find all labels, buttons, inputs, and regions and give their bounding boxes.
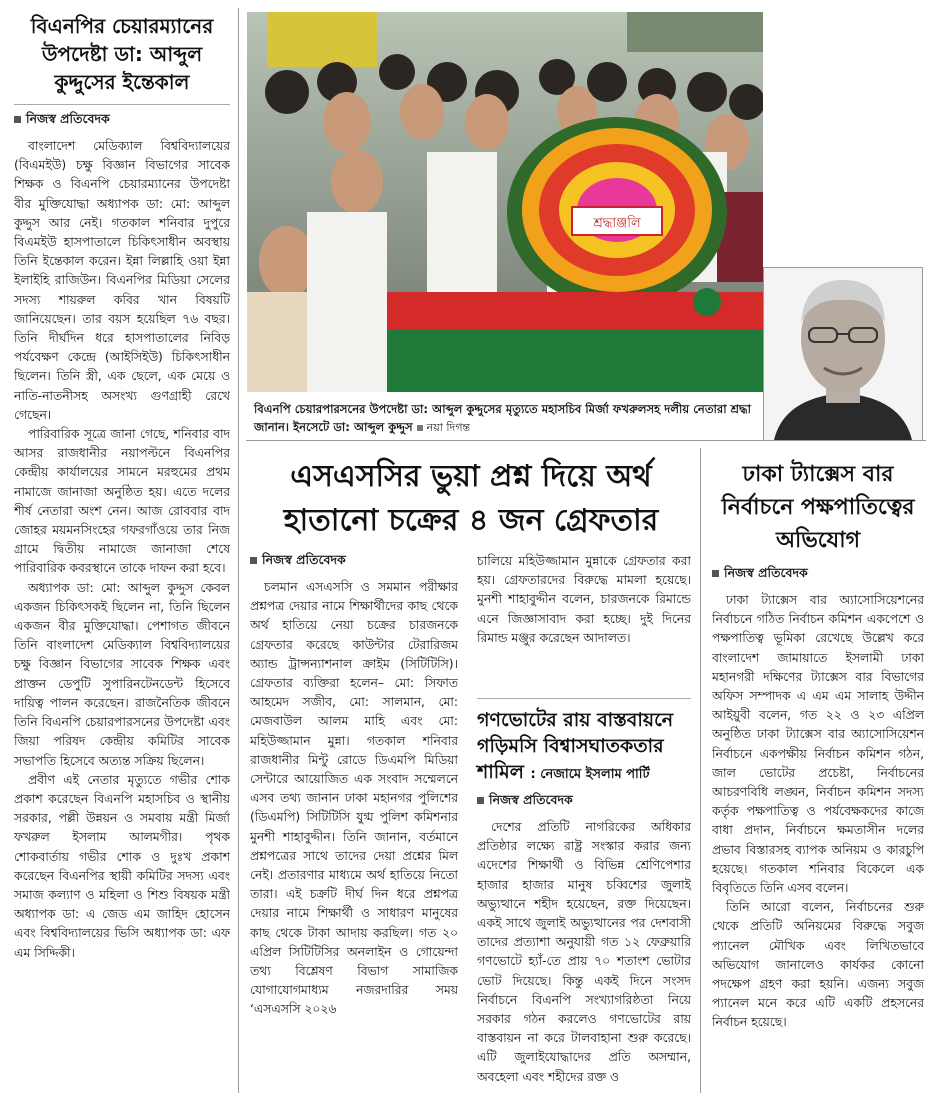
photo-caption: [254, 400, 759, 437]
sub-article-headline-text: গণভোটের রায় বাস্তবায়নে গড়িমসি বিশ্বাসঘাতকতার শামিল: [477, 709, 674, 783]
byline-marker-icon: [477, 797, 484, 804]
left-article-paragraph: পারিবারিক সূত্রে জানা গেছে, শনিবার বাদ আসর রাজধানীর নয়াপল্টনে বিএনপির কেন্দ্রীয় কার্যালয়ের সামনে মরহুমের প্রথম নামাজে জানাজা অনুষ্ঠিত হয়। এতে দলের শীর্ষ নেতারা অংশ নেন। আজ রোববার বাদ জোহর ময়মনসিংহের গফরগাঁওয়ে তার নিজ গ্রামে দ্বিতীয় নামাজে জানাজা শেষে পারিবারিক কবরস্থানে তাকে দাফন করা হবে।: [14, 427, 230, 576]
portrait-image: [764, 268, 922, 440]
column-divider-right: [700, 448, 701, 1093]
left-article-byline: [14, 111, 230, 131]
center-article-col2: [477, 552, 691, 686]
left-article-body: [14, 137, 230, 1057]
photo-caption-text: বিএনপি চেয়ারপারসনের উপদেষ্টা ডা: আব্দুল কুদ্দুসের মৃত্যুতে মহাসচিব মির্জা ফখরুলসহ দলীয় নেতারা শ্রদ্ধা জানান। ইনসেটে ডা: আব্দুল কুদ্দুস: [254, 402, 751, 434]
center-article-byline: [250, 552, 458, 572]
sub-article-byline-text: নিজস্ব প্রতিবেদক: [489, 792, 573, 807]
left-article-paragraph: বাংলাদেশ মেডিক্যাল বিশ্ববিদ্যালয়ের (বিএমইউ) চক্ষু বিজ্ঞান বিভাগের সাবেক শিক্ষক ও বিএনপি চেয়ারম্যানের উপদেষ্টা বীর মুক্তিযোদ্ধা অধ্যাপক ডা: মো: আব্দুল কুদ্দুস আর নেই। গতকাল শনিবার দুপুরে বিএমইউ হাসপাতালে চিকিৎসাধীন অবস্থায় তিনি ইন্তেকাল করেন। ইন্না লিল্লাহি ওয়া ইন্না ইলাইহি রাজিউন। বিএনপির মিডিয়া সেলের সদস্য শায়রুল কবির খান বিষয়টি জানিয়েছেন। তার বয়স হয়েছিল ৭৬ বছর। তিনি দীর্ঘদিন ধরে হাসপাতালের নিবিড় পর্যবেক্ষণ কেন্দ্রে (আইসিইউ) চিকিৎসাধীন ছিলেন। তিনি স্ত্রী, এক ছেলে, এক মেয়ে ও নাতি-নাতনীসহ অসংখ্য গুণগ্রাহী রেখে গেছেন।: [14, 139, 230, 422]
center-article-body-col2: [477, 552, 691, 686]
byline-marker-icon: [14, 116, 21, 123]
center-article-headline: এসএসসির ভুয়া প্রশ্ন দিয়ে অর্থ হাতানো চক্রের ৪ জন গ্রেফতার: [283, 459, 659, 538]
right-article-headline: ঢাকা ট্যাক্সেস বার নির্বাচনে পক্ষপাতিত্বের অভিযোগ: [721, 462, 915, 553]
center-article-text-col2: চালিয়ে মহিউজ্জামান মুন্নাকে গ্রেফতার করা হয়। গ্রেফতারদের বিরুদ্ধে মামলা হয়েছে। মুনশী শাহাবুদ্দীন বলেন, চারজনকে রিমান্ডে এনে জিজ্ঞাসাবাদ করা হচ্ছে। দুই দিনের রিমান্ড মঞ্জুর করেছেন আদালত।: [477, 554, 691, 645]
right-article-paragraph: তিনি আরো বলেন, নির্বাচনের শুরু থেকে প্রতিটি অনিয়মের বিরুদ্ধে সবুজ প্যানেল মৌখিক এবং লিখিতভাবে অভিযোগ জানালেও কার্যকর কোনো পদক্ষেপ গ্রহণ করা হয়নি। এজন্য সবুজ প্যানেল মনে করে এটি একটি প্রহসনের নির্বাচন হয়েছে।: [712, 900, 924, 1030]
right-article: [712, 458, 924, 1111]
right-article-byline-text: নিজস্ব প্রতিবেদক: [724, 565, 808, 580]
center-article-text-col1: চলমান এসএসসি ও সমমান পরীক্ষার প্রশ্নপত্র দেয়ার নামে শিক্ষার্থীদের কাছ থেকে অর্থ হাতিয়ে নেয়া চক্রের চারজনকে গ্রেফতার করেছে কাউন্টার টেরারিজম অ্যান্ড ট্রান্সন্যাশনাল ক্রাইম (সিটিটিসি)। গ্রেফতার ব্যক্তিরা হলেন– মো: সিফাত আহমেদ সজীব, মো: সালমান, মো: মেজবাউল আলম মাহি এবং মো: মহিউজ্জামান মুন্না। গতকাল শনিবার রাজধানীর মিন্টু রোডে ডিএমপি মিডিয়া সেন্টারে আয়োজিত এক সংবাদ সম্মেলনে এসব তথ্য জানান ঢাকা মহানগর পুলিশের (ডিএমপি) সিটিটিসি যুগ্ম পুলিশ কমিশনার মুনশী শাহাবুদ্দীন। তিনি জানান, বর্তমানে প্রশ্নপত্রের সাথে তাদের দেয়া প্রশ্নের মিল নেই। প্রতারণার মাধ্যমে অর্থ হাতিয়ে নিতো তারা। এই চক্রটি দীর্ঘ দিন ধরে প্রশ্নপত্র দেয়ার নামে শিক্ষার্থী ও সাধারণ মানুষের কাছ থেকে টাকা আদায় করছিল। গত ২০ এপ্রিল সিটিটিসির অনলাইন ও গোয়েন্দা তথ্য বিশ্লেষণ বিভাগ সামাজিক যোগাযোগমাধ্যম নজরদারির সময় ‘এসএসসি ২০২৬: [250, 580, 458, 1017]
source-marker-icon: [417, 425, 423, 431]
wreath-label: শ্রদ্ধাঞ্জলি: [593, 216, 641, 231]
right-article-byline: [712, 565, 924, 585]
left-article-paragraph: প্রবীণ এই নেতার মৃত্যুতে গভীর শোক প্রকাশ করেছেন বিএনপি মহাসচিব ও স্থানীয় সরকার, পল্লী উন্নয়ন ও সমবায় মন্ত্রী মির্জা ফখরুল ইসলাম আলমগীর। পৃথক শোকবার্তায় গভীর শোক ও দুঃখ প্রকাশ করেছেন বিএনপির স্থায়ী কমিটির সদস্য এবং সমাজ কল্যাণ ও মহিলা ও শিশু বিষয়ক মন্ত্রী অধ্যাপক ডা: এ জেড এম জাহিদ হোসেন এবং বিশ্ববিদ্যালয়ের ভিসি অধ্যাপক ডা: এফ এম সিদ্দিকী।: [14, 772, 230, 960]
inset-portrait: [763, 267, 923, 441]
left-article-headline: বিএনপির চেয়ারম্যানের উপদেষ্টা ডা: আব্দুল কুদ্দুসের ইন্তেকাল: [30, 14, 214, 94]
photo-source: নয়া দিগন্ত: [426, 421, 471, 434]
center-article-header: [248, 455, 694, 543]
sub-article: [477, 698, 691, 1100]
byline-marker-icon: [250, 557, 257, 564]
left-article: [14, 12, 230, 1057]
sub-article-byline: [477, 792, 691, 812]
sub-article-body: [477, 818, 691, 1100]
sub-article-headline: [477, 707, 691, 788]
center-article-col1: [250, 552, 458, 1098]
center-article-byline-text: নিজস্ব প্রতিবেদক: [262, 552, 346, 567]
right-article-body: [712, 591, 924, 1111]
center-article-body-col1: [250, 578, 458, 1098]
left-article-byline-text: নিজস্ব প্রতিবেদক: [26, 111, 110, 126]
column-divider-left: [238, 8, 239, 1093]
byline-marker-icon: [712, 570, 719, 577]
sub-article-headline-suffix: : নেজামে ইসলাম পার্টি: [530, 767, 650, 782]
left-article-paragraph: অধ্যাপক ডা: মো: আব্দুল কুদ্দুস কেবল একজন চিকিৎসকই ছিলেন না, তিনি ছিলেন একজন বীর মুক্তিযোদ্ধা। পেশাগত জীবনে তিনি বাংলাদেশ মেডিক্যাল বিশ্ববিদ্যালয়ের চক্ষু বিজ্ঞান বিভাগের সাবেক শিক্ষক এবং প্রাক্তন ডেপুটি সুপারিনটেনডেন্ট হিসেবে দায়িত্ব পালন করেছেন। রাজনৈতিক জীবনে তিনি বিএনপি চেয়ারপারসনের উপদেষ্টা এবং জিয়া পরিষদ কেন্দ্রীয় কমিটির সাবেক সভাপতি হিসেবে অত্যন্ত সক্রিয় ছিলেন।: [14, 580, 230, 768]
sub-article-text: দেশের প্রতিটি নাগরিকের অধিকার প্রতিষ্ঠার লক্ষ্যে রাষ্ট্র সংস্কার করার জন্য এদেশের শিক্ষার্থী ও বিভিন্ন শ্রেণিপেশার হাজার হাজার মানুষ চব্বিশের জুলাই অভ্যুত্থানে শহীদ হয়েছেন, রক্ত দিয়েছেন। একই সাথে জুলাই অভ্যুত্থানের পর দেশবাসী তাদের প্রত্যাশা অনুযায়ী গত ১২ ফেব্রুয়ারি গণভোটে হ্যাঁ-তে প্রায় ৭০ শতাংশ ভোটার ভোট দিয়েছে। কিন্তু একই দিনে সংসদ নির্বাচনে বিএনপি সংখ্যাগরিষ্ঠতা নিয়ে সরকার গঠন করলেও গণভোটের রায় বাস্তবায়ন না করে টালবাহানা শুরু করেছে। এটি জুলাইযোদ্ধাদের প্রতি অসম্মান, অবহেলা এবং শহীদের রক্ত ও: [477, 820, 691, 1084]
main-photo: [247, 12, 763, 392]
right-article-paragraph: ঢাকা ট্যাক্সেস বার অ্যাসোসিয়েশনের নির্বাচনে গঠিত নির্বাচন কমিশন একপেশে ও পক্ষপাতিত্ব ভূমিকা রেখেছে উল্লেখ করে বাংলাদেশ জামায়াতে ইসলামী ঢাকা মহানগরী দক্ষিণের ট্যাক্সেস বার বিভাগের অফিস সম্পাদক এ এম এম সালাহ উদ্দীন আইয়ুবী বলেন, গত ২২ ও ২৩ এপ্রিল অনুষ্ঠিত ঢাকা ট্যাক্সেস বার অ্যাসোসিয়েশন নির্বাচনে একপক্ষীয় নির্বাচন কমিশন গঠন, জাল ভোটের প্রচেষ্টা, নির্বাচনের আচরণবিধি লঙ্ঘন, নির্বাচন কমিশন সদস্য কর্তৃক পক্ষপাতিত্ব ও পর্যবেক্ষকদের কাজে বাধা প্রদান, নির্বাচনে ক্ষমতাসীন দলের প্রভাব বিস্তারসহ ব্যাপক অনিয়ম ও কারচুপি হয়েছে। গতকাল শনিবার বিকেলে এক বিবৃতিতে তিনি এসব বলেন।: [712, 593, 924, 896]
tribute-scene-image: [247, 12, 763, 392]
